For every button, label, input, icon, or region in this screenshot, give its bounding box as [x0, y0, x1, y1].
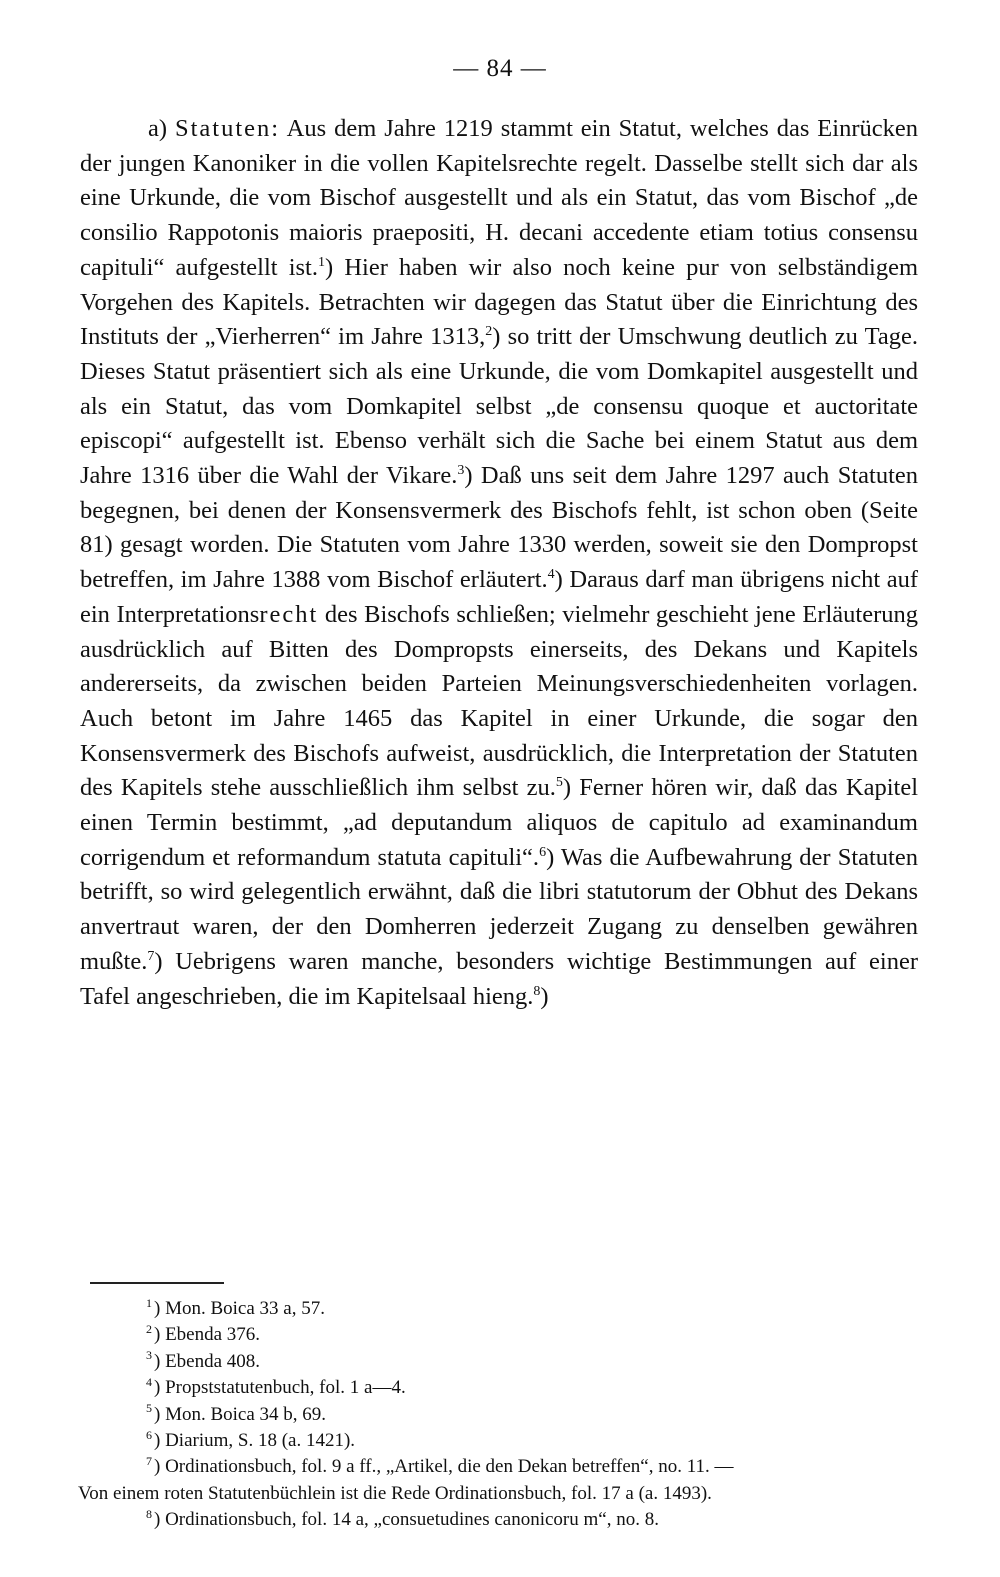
emphasized-word: recht: [259, 600, 319, 628]
footnote-3: [78, 1349, 920, 1375]
footnote-text: ) Mon. Boica 33 a, 57.: [154, 1298, 325, 1319]
footnote-ref-4[interactable]: 4: [547, 566, 555, 582]
footnote-text: ) Ordinationsbuch, fol. 9 a ff., „Artikel, die den Dekan betreffen“, no. 11. —: [154, 1456, 734, 1478]
footnote-mark: 1: [146, 1295, 152, 1310]
footnote-mark: 5: [146, 1401, 152, 1416]
text-run: ) Ferner hören wir, daß das Kapitel einen Termin bestimmt, „ad deputandum aliquos de capitulo ad examinandum corrigendum et reformandum statuta capituli“.: [80, 774, 918, 871]
footnote-mark: 2: [146, 1322, 152, 1337]
text-run: ) Uebrigens waren manche, besonders wichtige Bestimmungen auf einer Tafel angeschrieben, die im Kapitelsaal hieng.: [80, 947, 918, 1010]
footnote-4: [78, 1375, 920, 1401]
footnotes: [78, 1296, 920, 1534]
footnote-text: ) Ebenda 408.: [154, 1350, 261, 1372]
footnote-ref-1[interactable]: 1: [318, 254, 325, 270]
footnote-mark: 4: [146, 1374, 152, 1389]
footnote-mark: 3: [146, 1348, 152, 1363]
section-label: a): [148, 115, 168, 142]
text-run: ) Hier haben wir also noch keine pur von selbständigem Vorgehen des Kapitels. Betrachten wir dagegen das Statut über die Einrichtung des Instituts der „Vierherren“ im Jahre 1313,: [80, 253, 919, 351]
text-run: ) so tritt der Umschwung deutlich zu Tage. Dieses Statut präsentiert sich als eine Urkunde, die vom Domkapitel ausgestellt und als ein Statut, das vom Domkapitel selbst „de consensu quoque et auctoritate episcopi“ aufgestellt ist. Ebenso verhält sich die Sache bei einem Statut aus dem Jahre 1316 über die Wahl der Vikare.: [80, 323, 918, 490]
text-run: ) Was die Aufbewahrung der Statuten betrifft, so wird gelegentlich erwähnt, daß die libri statutorum der Obhut des Dekans anvertraut waren, der den Domherren jederzeit Zugang zu denselben gewähren mußte.: [80, 843, 918, 975]
main-paragraph: [80, 112, 918, 1014]
footnote-7: [78, 1454, 920, 1480]
footnote-divider: [90, 1282, 224, 1284]
footnote-text: ) Diarium, S. 18 (a. 1421).: [154, 1430, 356, 1452]
footnote-mark: 7: [146, 1454, 152, 1469]
text-run: Aus dem Jahre 1219 stammt ein Statut, welches das Einrücken der jungen Kanoniker in die vollen Kapitelsrechte regelt. Dasselbe stellt sich dar als eine Urkunde, die vom Bischof ausgestellt und als ein Statut, das vom Bischof „de consilio Rappotonis maioris praepositi, H. decani accedente etiam totius consensu capituli“ aufgestellt ist.: [80, 115, 918, 281]
footnote-text: ) Ordinationsbuch, fol. 14 a, „consuetudines canonicoru m“, no. 8.: [154, 1509, 659, 1531]
footnote-ref-7[interactable]: 7: [147, 948, 155, 964]
footnote-mark: 8: [146, 1506, 152, 1521]
footnote-ref-2[interactable]: 2: [485, 324, 493, 340]
footnote-8: [78, 1507, 920, 1533]
footnote-ref-6[interactable]: 6: [539, 844, 547, 860]
footnote-7-continued: Von einem roten Statutenbüchlein ist die Rede Ordinationsbuch, fol. 17 a (a. 1493).: [78, 1482, 712, 1504]
text-run: ) Daraus darf man übrigens nicht auf ein Interpretations: [80, 566, 918, 628]
footnote-ref-3[interactable]: 3: [457, 462, 465, 478]
footnote-text: ) Propststatutenbuch, fol. 1 a—4.: [154, 1377, 406, 1399]
text-run: ): [540, 982, 549, 1010]
footnote-1: [78, 1296, 920, 1322]
footnote-5: [78, 1402, 920, 1428]
section-heading: Statuten:: [174, 115, 281, 142]
footnote-ref-5[interactable]: 5: [555, 775, 563, 791]
text-run: ) Daß uns seit dem Jahre 1297 auch Statuten begegnen, bei denen der Konsensvermerk des Bischofs fehlt, ist schon oben (Seite 81) gesagt worden. Die Statuten vom Jahre 1330 werden, soweit sie den Dompropst betreffen, im Jahre 1388 vom Bischof erläutert.: [80, 462, 918, 594]
text-run: des Bischofs schließen; vielmehr geschieht jene Erläuterung ausdrücklich auf Bitten des Dompropsts einerseits, des Dekans und Kapitels andererseits, da zwischen beiden Parteien Meinungsverschiedenheiten vorlagen. Auch betont im Jahre 1465 das Kapitel in einer Urkunde, die sogar den Konsensvermerk des Bischofs aufweist, ausdrücklich, die Interpretation der Statuten des Kapitels stehe ausschließlich ihm selbst zu.: [80, 600, 918, 802]
footnote-mark: 6: [146, 1427, 152, 1442]
footnote-6: [78, 1428, 920, 1454]
footnote-ref-8[interactable]: 8: [533, 983, 541, 999]
footnote-text: ) Mon. Boica 34 b, 69.: [154, 1403, 327, 1425]
footnote-text: ) Ebenda 376.: [154, 1324, 261, 1346]
footnote-2: [78, 1322, 920, 1348]
page-number: — 84 —: [453, 55, 547, 82]
